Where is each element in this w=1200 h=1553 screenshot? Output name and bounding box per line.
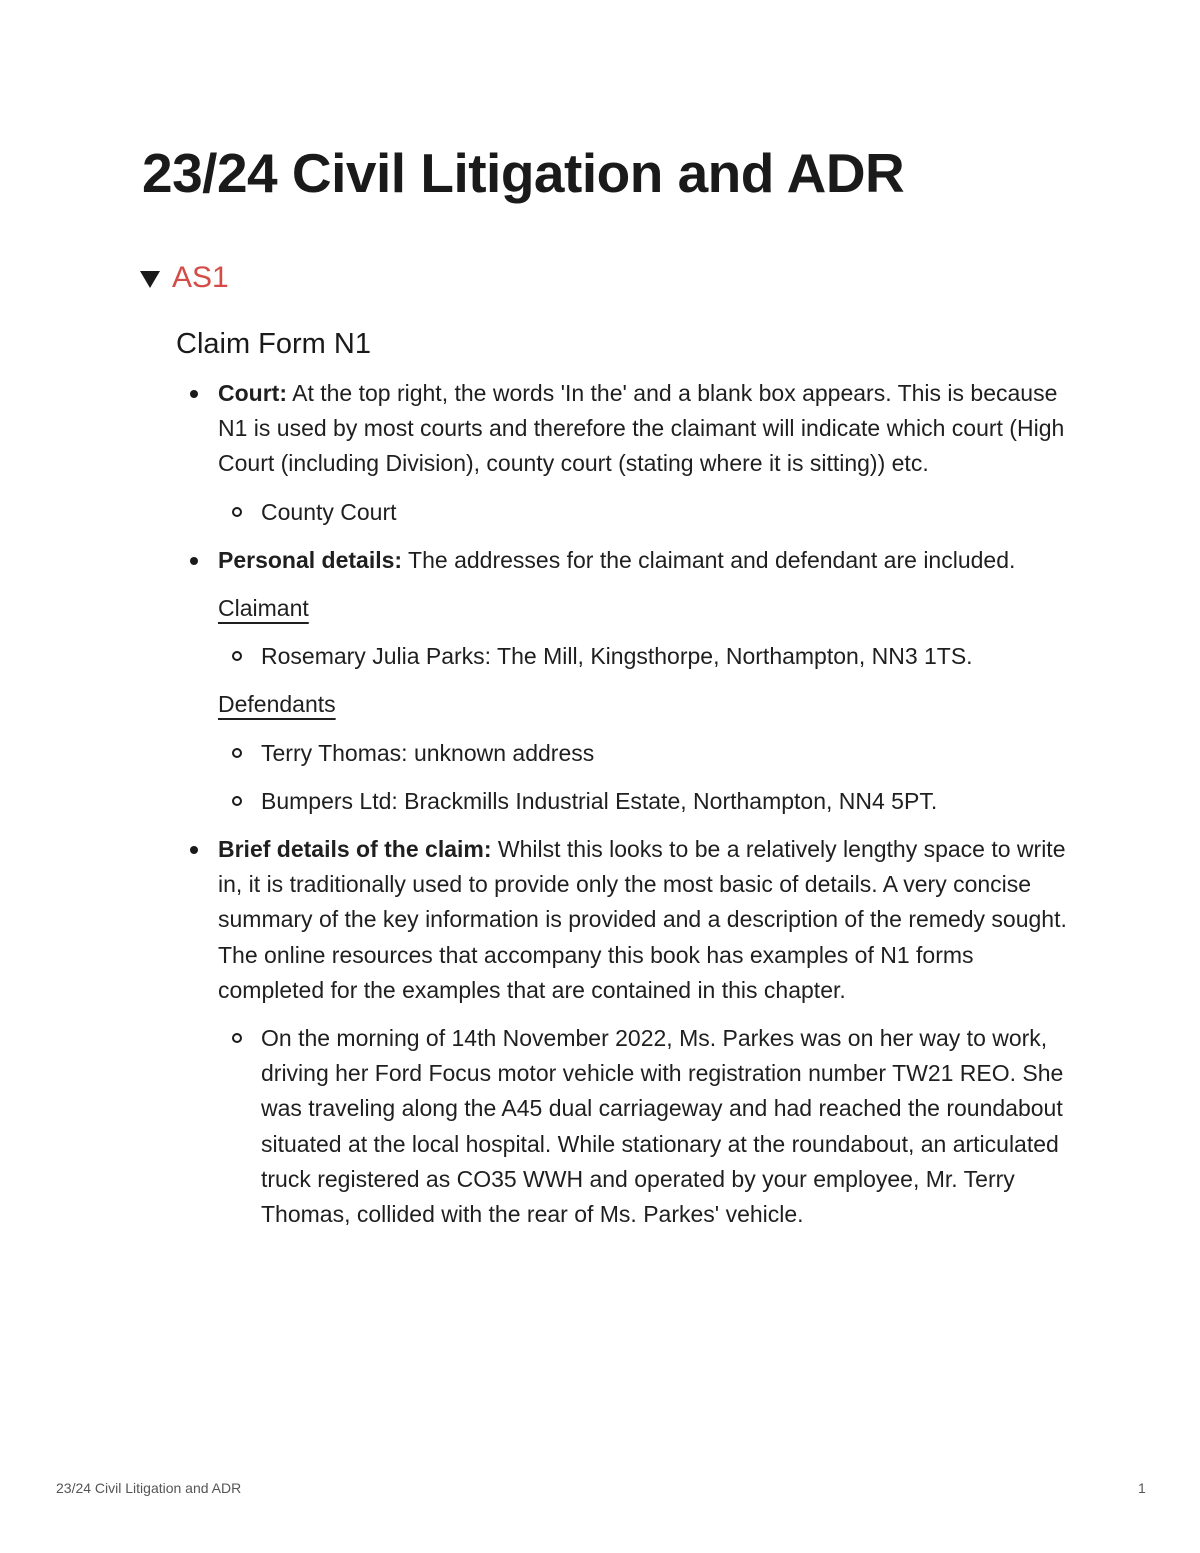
claimant-text: Rosemary Julia Parks: The Mill, Kingsthorpe, Northampton, NN3 1TS. xyxy=(261,643,973,670)
hollow-bullet-icon xyxy=(232,1033,242,1043)
sub-list xyxy=(218,495,1076,530)
brief-sub-list xyxy=(218,1021,1076,1232)
court-label: Court: xyxy=(218,380,287,406)
list-item-defendant-1 xyxy=(218,736,1076,771)
brief-sub-text: On the morning of 14th November 2022, Ms. Parkes was on her way to work, driving her Ford Focus motor vehicle with registration number TW21 REO. She was traveling along the A45 dual carriageway and had reached the roundabout situated at the local hospital. While stationary at the roundabout, an articulated truck registered as CO35 WWH and operated by your employee, Mr. Terry Thomas, collided with the rear of Ms. Parkes' vehicle. xyxy=(261,1025,1064,1228)
toggle-content xyxy=(176,322,1076,1245)
claimant-heading: Claimant xyxy=(218,595,309,622)
bullet-icon xyxy=(190,557,198,565)
list-item-county-court xyxy=(218,495,1076,530)
toggle-label[interactable]: AS1 xyxy=(172,261,229,294)
list-item-defendant-2 xyxy=(218,784,1076,819)
hollow-bullet-icon xyxy=(232,748,242,758)
page-number: 1 xyxy=(1138,1480,1146,1496)
bullet-icon xyxy=(190,390,198,398)
defendants-list xyxy=(218,736,1076,819)
hollow-bullet-icon xyxy=(232,507,242,517)
page-title: 23/24 Civil Litigation and ADR xyxy=(142,142,905,204)
list-item-brief-sub xyxy=(218,1021,1076,1232)
list-item-personal-details xyxy=(176,543,1076,819)
hollow-bullet-icon xyxy=(232,651,242,661)
toggle-as1[interactable] xyxy=(140,258,229,298)
brief-text: Whilst this looks to be a relatively lengthy space to write in, it is traditionally used to provide only the most basic of details. A very concise summary of the key information is provided and a description of the remedy sought. The online resources that accompany this book has examples of N1 forms completed for the examples that are contained in this chapter. xyxy=(218,836,1067,1003)
defendant-1-text: Terry Thomas: unknown address xyxy=(261,739,595,766)
footer-title: 23/24 Civil Litigation and ADR xyxy=(56,1480,242,1496)
court-sub-text: County Court xyxy=(261,498,397,525)
list-item-court xyxy=(176,376,1076,530)
personal-text: The addresses for the claimant and defendant are included. xyxy=(402,546,1016,573)
list-item-brief-details xyxy=(176,832,1076,1232)
defendant-2-text: Bumpers Ltd: Brackmills Industrial Estate, Northampton, NN4 5PT. xyxy=(261,787,938,814)
section-heading: Claim Form N1 xyxy=(176,328,371,360)
bullet-icon xyxy=(190,846,198,854)
bullet-list xyxy=(176,376,1076,1232)
defendants-heading: Defendants xyxy=(218,691,336,718)
hollow-bullet-icon xyxy=(232,796,242,806)
claimant-list xyxy=(218,639,1076,674)
personal-label: Personal details: xyxy=(218,546,403,573)
triangle-down-icon[interactable] xyxy=(140,271,160,288)
court-text: At the top right, the words 'In the' and a blank box appears. This is because N1 is used by most courts and therefore the claimant will indicate which court (High Court (including Division), county court (stating where it is sitting)) etc. xyxy=(218,380,1065,477)
list-item-claimant xyxy=(218,639,1076,674)
brief-label: Brief details of the claim: xyxy=(218,836,492,863)
